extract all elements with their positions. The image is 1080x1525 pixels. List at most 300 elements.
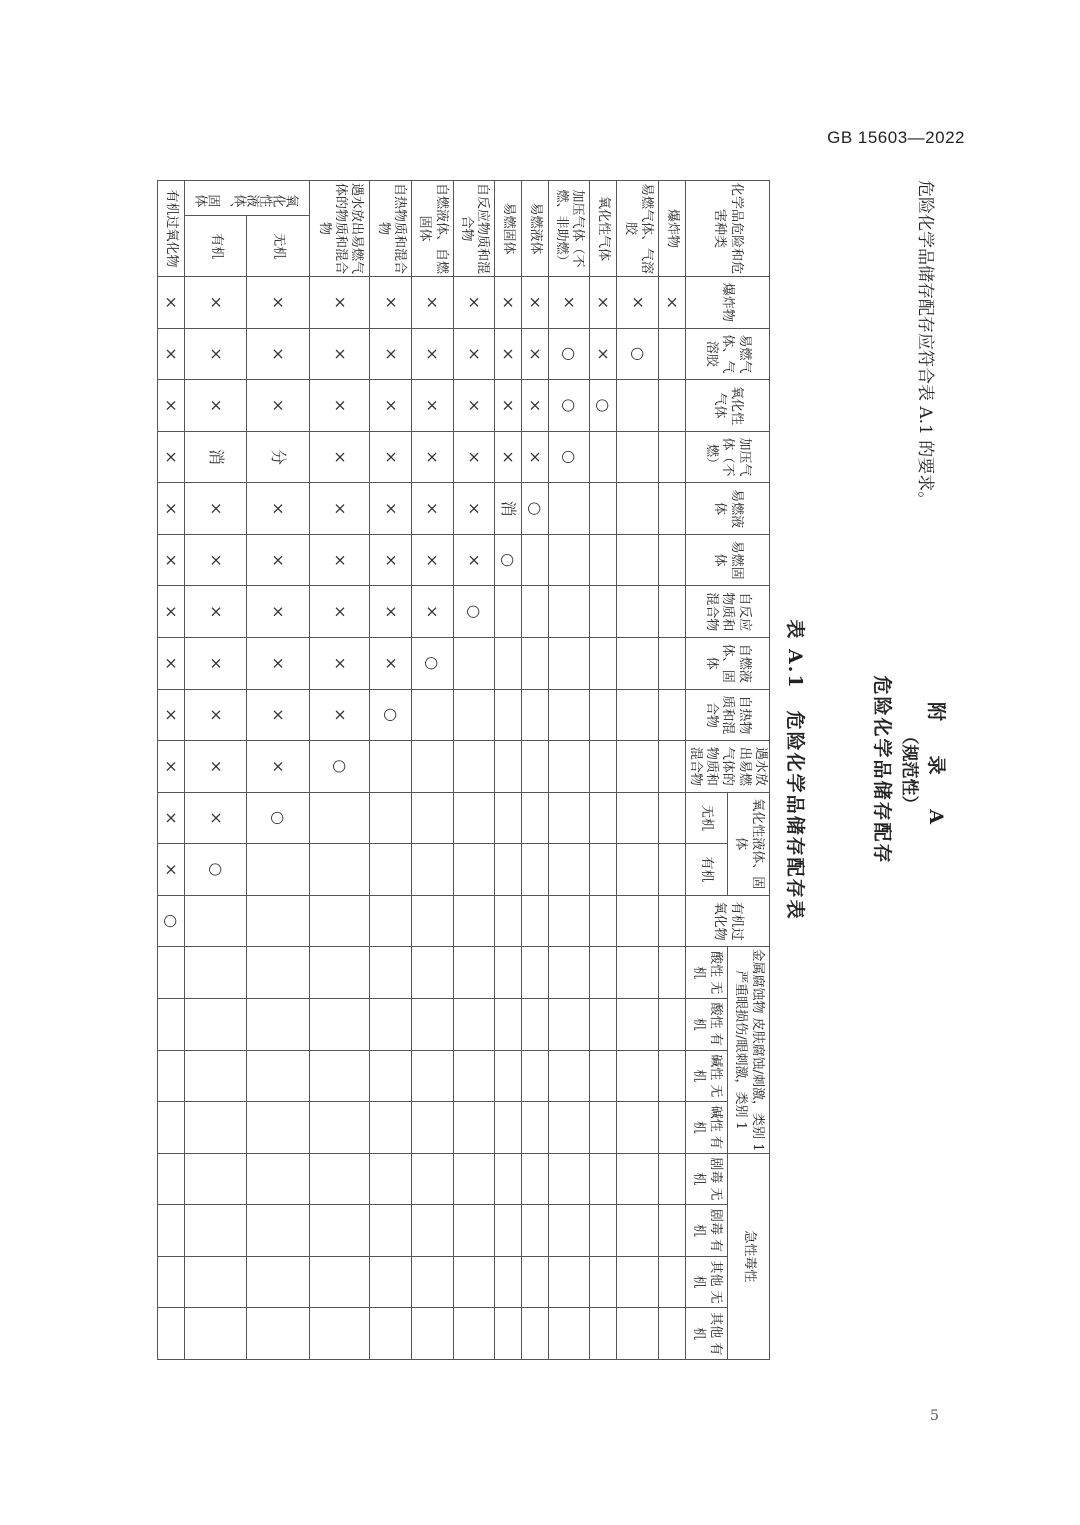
table-cell: × — [453, 277, 495, 329]
table-cell — [184, 895, 247, 947]
table-cell — [548, 844, 590, 896]
table-cell: × — [157, 586, 184, 638]
table-cell: × — [495, 328, 522, 380]
table-cell — [157, 998, 184, 1050]
table-cell — [453, 998, 495, 1050]
table-cell — [590, 895, 617, 947]
table-row — [453, 181, 495, 1360]
table-cell — [184, 1153, 247, 1205]
table-cell — [658, 947, 685, 999]
col-header: 其他 有机 — [685, 1308, 727, 1360]
table-cell: × — [453, 431, 495, 483]
table-cell: × — [521, 277, 548, 329]
table-cell — [521, 1308, 548, 1360]
table-cell: × — [157, 431, 184, 483]
table-cell — [658, 998, 685, 1050]
table-cell: × — [548, 277, 590, 329]
table-row — [617, 181, 659, 1360]
table-cell — [247, 998, 310, 1050]
col-header: 剧毒 无机 — [685, 1153, 727, 1205]
table-cell: × — [247, 277, 310, 329]
table-cell — [453, 1153, 495, 1205]
table-cell: ○ — [453, 586, 495, 638]
table-cell — [617, 534, 659, 586]
table-cell — [453, 637, 495, 689]
row-header: 易燃固体 — [495, 181, 522, 277]
col-header: 有机 — [685, 844, 727, 896]
table-cell: × — [412, 483, 454, 535]
table-cell — [590, 1205, 617, 1257]
group-header-corrosive: 金属腐蚀物 皮肤腐蚀/刺激，类别 1 严重眼损伤/眼刺激，类别 1 — [727, 947, 769, 1153]
row-header: 自热物质和混合物 — [370, 181, 412, 277]
table-cell: × — [370, 586, 412, 638]
table-cell — [658, 431, 685, 483]
table-cell — [548, 483, 590, 535]
storage-compatibility-table — [157, 180, 770, 1360]
table-cell: × — [412, 328, 454, 380]
table-cell: × — [184, 689, 247, 741]
table-row — [548, 181, 590, 1360]
table-cell: × — [247, 637, 310, 689]
table-cell — [453, 844, 495, 896]
table-cell — [617, 689, 659, 741]
col-header: 自反应物质和混合物 — [685, 586, 769, 638]
table-cell — [548, 998, 590, 1050]
table-cell — [412, 689, 454, 741]
table-cell — [247, 1256, 310, 1308]
table-cell — [590, 1102, 617, 1154]
col-header: 其他 无机 — [685, 1256, 727, 1308]
table-cell — [370, 741, 412, 793]
table-cell — [521, 1256, 548, 1308]
table-cell: × — [309, 534, 370, 586]
table-cell — [309, 1102, 370, 1154]
col-header: 碱性 有机 — [685, 1102, 727, 1154]
table-cell — [590, 1256, 617, 1308]
table-cell — [495, 792, 522, 844]
table-cell — [617, 1102, 659, 1154]
table-cell: ○ — [617, 328, 659, 380]
table-cell: ○ — [495, 534, 522, 586]
table-cell — [521, 534, 548, 586]
row-header: 氧化性气体 — [590, 181, 617, 277]
table-cell — [617, 380, 659, 432]
col-header: 易燃固体 — [685, 534, 769, 586]
table-cell: × — [157, 534, 184, 586]
table-caption: 表 A.1 危险化学品储存配存表 — [784, 619, 806, 921]
table-cell: × — [453, 380, 495, 432]
table-cell: ○ — [548, 431, 590, 483]
table-cell — [184, 1256, 247, 1308]
table-cell: × — [617, 277, 659, 329]
table-cell — [495, 689, 522, 741]
table-cell — [658, 741, 685, 793]
table-cell — [412, 844, 454, 896]
table-cell: × — [309, 380, 370, 432]
table-cell: × — [590, 328, 617, 380]
table-cell — [370, 1308, 412, 1360]
table-cell — [370, 1256, 412, 1308]
table-cell — [617, 895, 659, 947]
table-cell: ○ — [590, 380, 617, 432]
col-header: 遇水放出易燃气体的物质和混合物 — [685, 741, 769, 793]
table-cell: × — [495, 380, 522, 432]
table-cell: × — [521, 431, 548, 483]
table-cell: × — [247, 586, 310, 638]
table-cell — [521, 844, 548, 896]
table-cell — [453, 895, 495, 947]
appendix-type: （规范性） — [899, 727, 920, 813]
table-cell — [548, 586, 590, 638]
table-cell — [590, 741, 617, 793]
table-cell: × — [370, 431, 412, 483]
table-cell: × — [184, 277, 247, 329]
table-cell — [309, 947, 370, 999]
table-cell — [495, 1256, 522, 1308]
table-cell: × — [157, 380, 184, 432]
table-cell: × — [157, 328, 184, 380]
rotated-content — [161, 180, 950, 1360]
table-cell — [521, 1205, 548, 1257]
table-cell — [495, 1308, 522, 1360]
table-cell — [309, 1050, 370, 1102]
table-cell — [548, 1205, 590, 1257]
table-cell — [521, 637, 548, 689]
table-cell — [495, 637, 522, 689]
table-cell — [412, 998, 454, 1050]
table-row — [590, 181, 617, 1360]
col-header: 酸性 有机 — [685, 998, 727, 1050]
table-cell — [548, 1153, 590, 1205]
table-cell — [247, 1153, 310, 1205]
table-cell — [453, 1205, 495, 1257]
table-cell — [370, 792, 412, 844]
table-cell — [184, 1050, 247, 1102]
table-cell — [370, 844, 412, 896]
table-cell: × — [412, 534, 454, 586]
table-cell — [658, 1256, 685, 1308]
table-cell — [617, 741, 659, 793]
table-cell: ○ — [157, 895, 184, 947]
table-cell: × — [247, 380, 310, 432]
table-cell: × — [157, 792, 184, 844]
table-cell: × — [453, 483, 495, 535]
appendix-heading — [868, 180, 951, 1360]
table-cell — [617, 1256, 659, 1308]
table-cell — [521, 1102, 548, 1154]
table-cell: × — [157, 689, 184, 741]
table-cell: ○ — [247, 792, 310, 844]
table-row — [370, 181, 412, 1360]
table-cell: × — [309, 637, 370, 689]
table-cell — [157, 1256, 184, 1308]
table-cell — [521, 998, 548, 1050]
table-cell: × — [370, 483, 412, 535]
table-cell — [412, 1256, 454, 1308]
table-cell: × — [184, 637, 247, 689]
col-header: 易燃气体、气溶胶 — [685, 328, 769, 380]
table-cell — [247, 844, 310, 896]
table-cell — [184, 947, 247, 999]
table-cell: × — [309, 483, 370, 535]
col-header: 无机 — [685, 792, 727, 844]
table-cell: × — [157, 637, 184, 689]
table-cell: ○ — [309, 741, 370, 793]
table-cell — [617, 1308, 659, 1360]
table-cell — [309, 998, 370, 1050]
table-cell — [590, 689, 617, 741]
table-cell — [521, 1050, 548, 1102]
table-cell — [370, 895, 412, 947]
table-cell — [658, 844, 685, 896]
table-cell — [412, 1050, 454, 1102]
table-cell — [658, 1050, 685, 1102]
col-header: 剧毒 有机 — [685, 1205, 727, 1257]
table-cell — [548, 1308, 590, 1360]
intro-text: 危险化学品储存配存应符合表 A.1 的要求。 — [915, 180, 935, 509]
table-cell — [658, 380, 685, 432]
table-cell — [247, 1102, 310, 1154]
col-header: 易燃液体 — [685, 483, 769, 535]
table-cell: × — [412, 277, 454, 329]
table-row — [309, 181, 370, 1360]
table-cell — [309, 895, 370, 947]
table-cell — [590, 1308, 617, 1360]
table-cell — [548, 741, 590, 793]
table-cell — [412, 1308, 454, 1360]
row-header: 无机 — [247, 216, 310, 277]
table-cell — [521, 792, 548, 844]
table-cell: × — [521, 380, 548, 432]
table-cell: × — [309, 689, 370, 741]
table-cell: 消 — [184, 431, 247, 483]
table-cell — [370, 947, 412, 999]
table-cell — [548, 689, 590, 741]
table-cell: ○ — [548, 328, 590, 380]
table-cell — [412, 1153, 454, 1205]
table-row — [521, 181, 548, 1360]
table-cell: × — [370, 380, 412, 432]
table-cell — [590, 844, 617, 896]
table-cell — [658, 689, 685, 741]
appendix-label: 附 录 A — [925, 702, 947, 838]
table-cell — [617, 844, 659, 896]
table-cell — [521, 895, 548, 947]
table-cell — [412, 792, 454, 844]
row-header: 自燃液体、自燃固体 — [412, 181, 454, 277]
table-cell — [590, 586, 617, 638]
table-cell — [658, 328, 685, 380]
table-cell: 分 — [247, 431, 310, 483]
table-cell — [453, 1256, 495, 1308]
row-header: 遇水放出易燃气体的物质和混合物 — [309, 181, 370, 277]
table-cell — [548, 895, 590, 947]
table-cell: × — [184, 534, 247, 586]
table-cell — [370, 1153, 412, 1205]
row-group-header-oxidizer: 氧化性液体、固体 — [184, 181, 309, 216]
table-cell — [521, 689, 548, 741]
col-header: 酸性 无机 — [685, 947, 727, 999]
page-number: 5 — [930, 1408, 939, 1424]
col-header: 加压气体（不燃） — [685, 431, 769, 483]
table-cell — [157, 1050, 184, 1102]
row-header: 有机 — [184, 216, 247, 277]
table-cell — [495, 586, 522, 638]
table-cell — [658, 1308, 685, 1360]
table-row — [412, 181, 454, 1360]
corner-header: 化学品危险和危害种类 — [685, 181, 769, 277]
table-cell — [658, 483, 685, 535]
row-header: 有机过氧化物 — [157, 181, 184, 277]
table-cell — [617, 431, 659, 483]
table-cell — [309, 1308, 370, 1360]
table-cell: × — [370, 534, 412, 586]
table-cell: ○ — [184, 844, 247, 896]
table-cell — [184, 1205, 247, 1257]
row-header: 爆炸物 — [658, 181, 685, 277]
table-cell: × — [184, 741, 247, 793]
table-cell: × — [247, 689, 310, 741]
table-cell — [590, 534, 617, 586]
table-cell — [617, 586, 659, 638]
table-cell — [370, 1050, 412, 1102]
table-cell — [548, 947, 590, 999]
row-header: 加压气体（不燃、非助燃） — [548, 181, 590, 277]
table-cell — [247, 1308, 310, 1360]
table-cell — [590, 1153, 617, 1205]
table-cell: × — [157, 483, 184, 535]
table-cell — [184, 1308, 247, 1360]
table-cell: × — [453, 328, 495, 380]
table-cell — [412, 947, 454, 999]
table-cell — [247, 1050, 310, 1102]
table-cell — [548, 1102, 590, 1154]
table-cell — [495, 1153, 522, 1205]
table-cell — [658, 1102, 685, 1154]
table-cell — [590, 947, 617, 999]
table-cell — [412, 895, 454, 947]
row-header: 易燃气体、气溶胶 — [617, 181, 659, 277]
table-cell — [184, 998, 247, 1050]
table-cell — [658, 586, 685, 638]
table-cell — [521, 947, 548, 999]
table-cell: × — [157, 741, 184, 793]
table-cell: × — [590, 277, 617, 329]
table-cell — [157, 1102, 184, 1154]
table-cell — [590, 998, 617, 1050]
table-cell: × — [495, 431, 522, 483]
table-cell — [247, 895, 310, 947]
table-cell — [617, 947, 659, 999]
col-header: 自热物质和混合物 — [685, 689, 769, 741]
table-cell — [412, 1102, 454, 1154]
table-cell: × — [309, 431, 370, 483]
table-row — [495, 181, 522, 1360]
table-cell: × — [370, 277, 412, 329]
table-cell — [453, 1308, 495, 1360]
table-row — [658, 181, 685, 1360]
col-header: 碱性 无机 — [685, 1050, 727, 1102]
table-cell: × — [157, 844, 184, 896]
table-cell — [658, 534, 685, 586]
table-cell — [453, 947, 495, 999]
table-cell: ○ — [370, 689, 412, 741]
table-cell — [548, 534, 590, 586]
table-cell — [453, 1050, 495, 1102]
table-cell — [495, 1050, 522, 1102]
table-cell — [658, 1205, 685, 1257]
appendix-title: 危险化学品储存配存 — [871, 675, 893, 865]
table-cell — [247, 1205, 310, 1257]
col-header: 自燃液体、固体 — [685, 637, 769, 689]
table-cell — [658, 637, 685, 689]
table-cell — [453, 741, 495, 793]
table-cell — [548, 1256, 590, 1308]
table-cell — [658, 895, 685, 947]
table-cell — [495, 844, 522, 896]
table-cell — [617, 1153, 659, 1205]
table-cell — [617, 637, 659, 689]
table-cell: × — [247, 534, 310, 586]
table-cell — [157, 1205, 184, 1257]
table-cell — [590, 792, 617, 844]
table-cell — [184, 1102, 247, 1154]
table-cell — [453, 689, 495, 741]
table-cell — [590, 637, 617, 689]
table-cell — [247, 947, 310, 999]
table-cell: × — [184, 586, 247, 638]
table-cell: × — [247, 741, 310, 793]
table-cell — [617, 483, 659, 535]
col-header: 有机过氧化物 — [685, 895, 769, 947]
table-cell: × — [412, 380, 454, 432]
table-cell: × — [453, 534, 495, 586]
table-cell: × — [247, 328, 310, 380]
table-cell: ○ — [521, 483, 548, 535]
table-cell: × — [495, 277, 522, 329]
table-row — [157, 181, 184, 1360]
table-cell — [548, 637, 590, 689]
table-cell — [309, 1153, 370, 1205]
table-cell: × — [521, 328, 548, 380]
table-cell — [590, 1050, 617, 1102]
table-cell — [495, 741, 522, 793]
table-cell — [453, 792, 495, 844]
table-cell — [157, 1308, 184, 1360]
table-cell — [617, 792, 659, 844]
table-cell — [521, 586, 548, 638]
table-cell: ○ — [412, 637, 454, 689]
col-header: 氧化性气体 — [685, 380, 769, 432]
table-cell — [521, 741, 548, 793]
table-row — [247, 181, 310, 1360]
table-cell — [590, 431, 617, 483]
table-cell — [521, 1153, 548, 1205]
standard-number: GB 15603—2022 — [827, 128, 965, 147]
row-header: 自反应物质和混合物 — [453, 181, 495, 277]
table-cell — [495, 1205, 522, 1257]
table-cell: × — [370, 637, 412, 689]
table-cell: × — [412, 586, 454, 638]
row-header: 易燃液体 — [521, 181, 548, 277]
table-cell: × — [247, 483, 310, 535]
table-cell — [617, 998, 659, 1050]
table-cell — [495, 947, 522, 999]
header-row-groups — [727, 181, 769, 1360]
table-cell — [157, 947, 184, 999]
table-cell — [495, 998, 522, 1050]
table-cell: 消 — [495, 483, 522, 535]
